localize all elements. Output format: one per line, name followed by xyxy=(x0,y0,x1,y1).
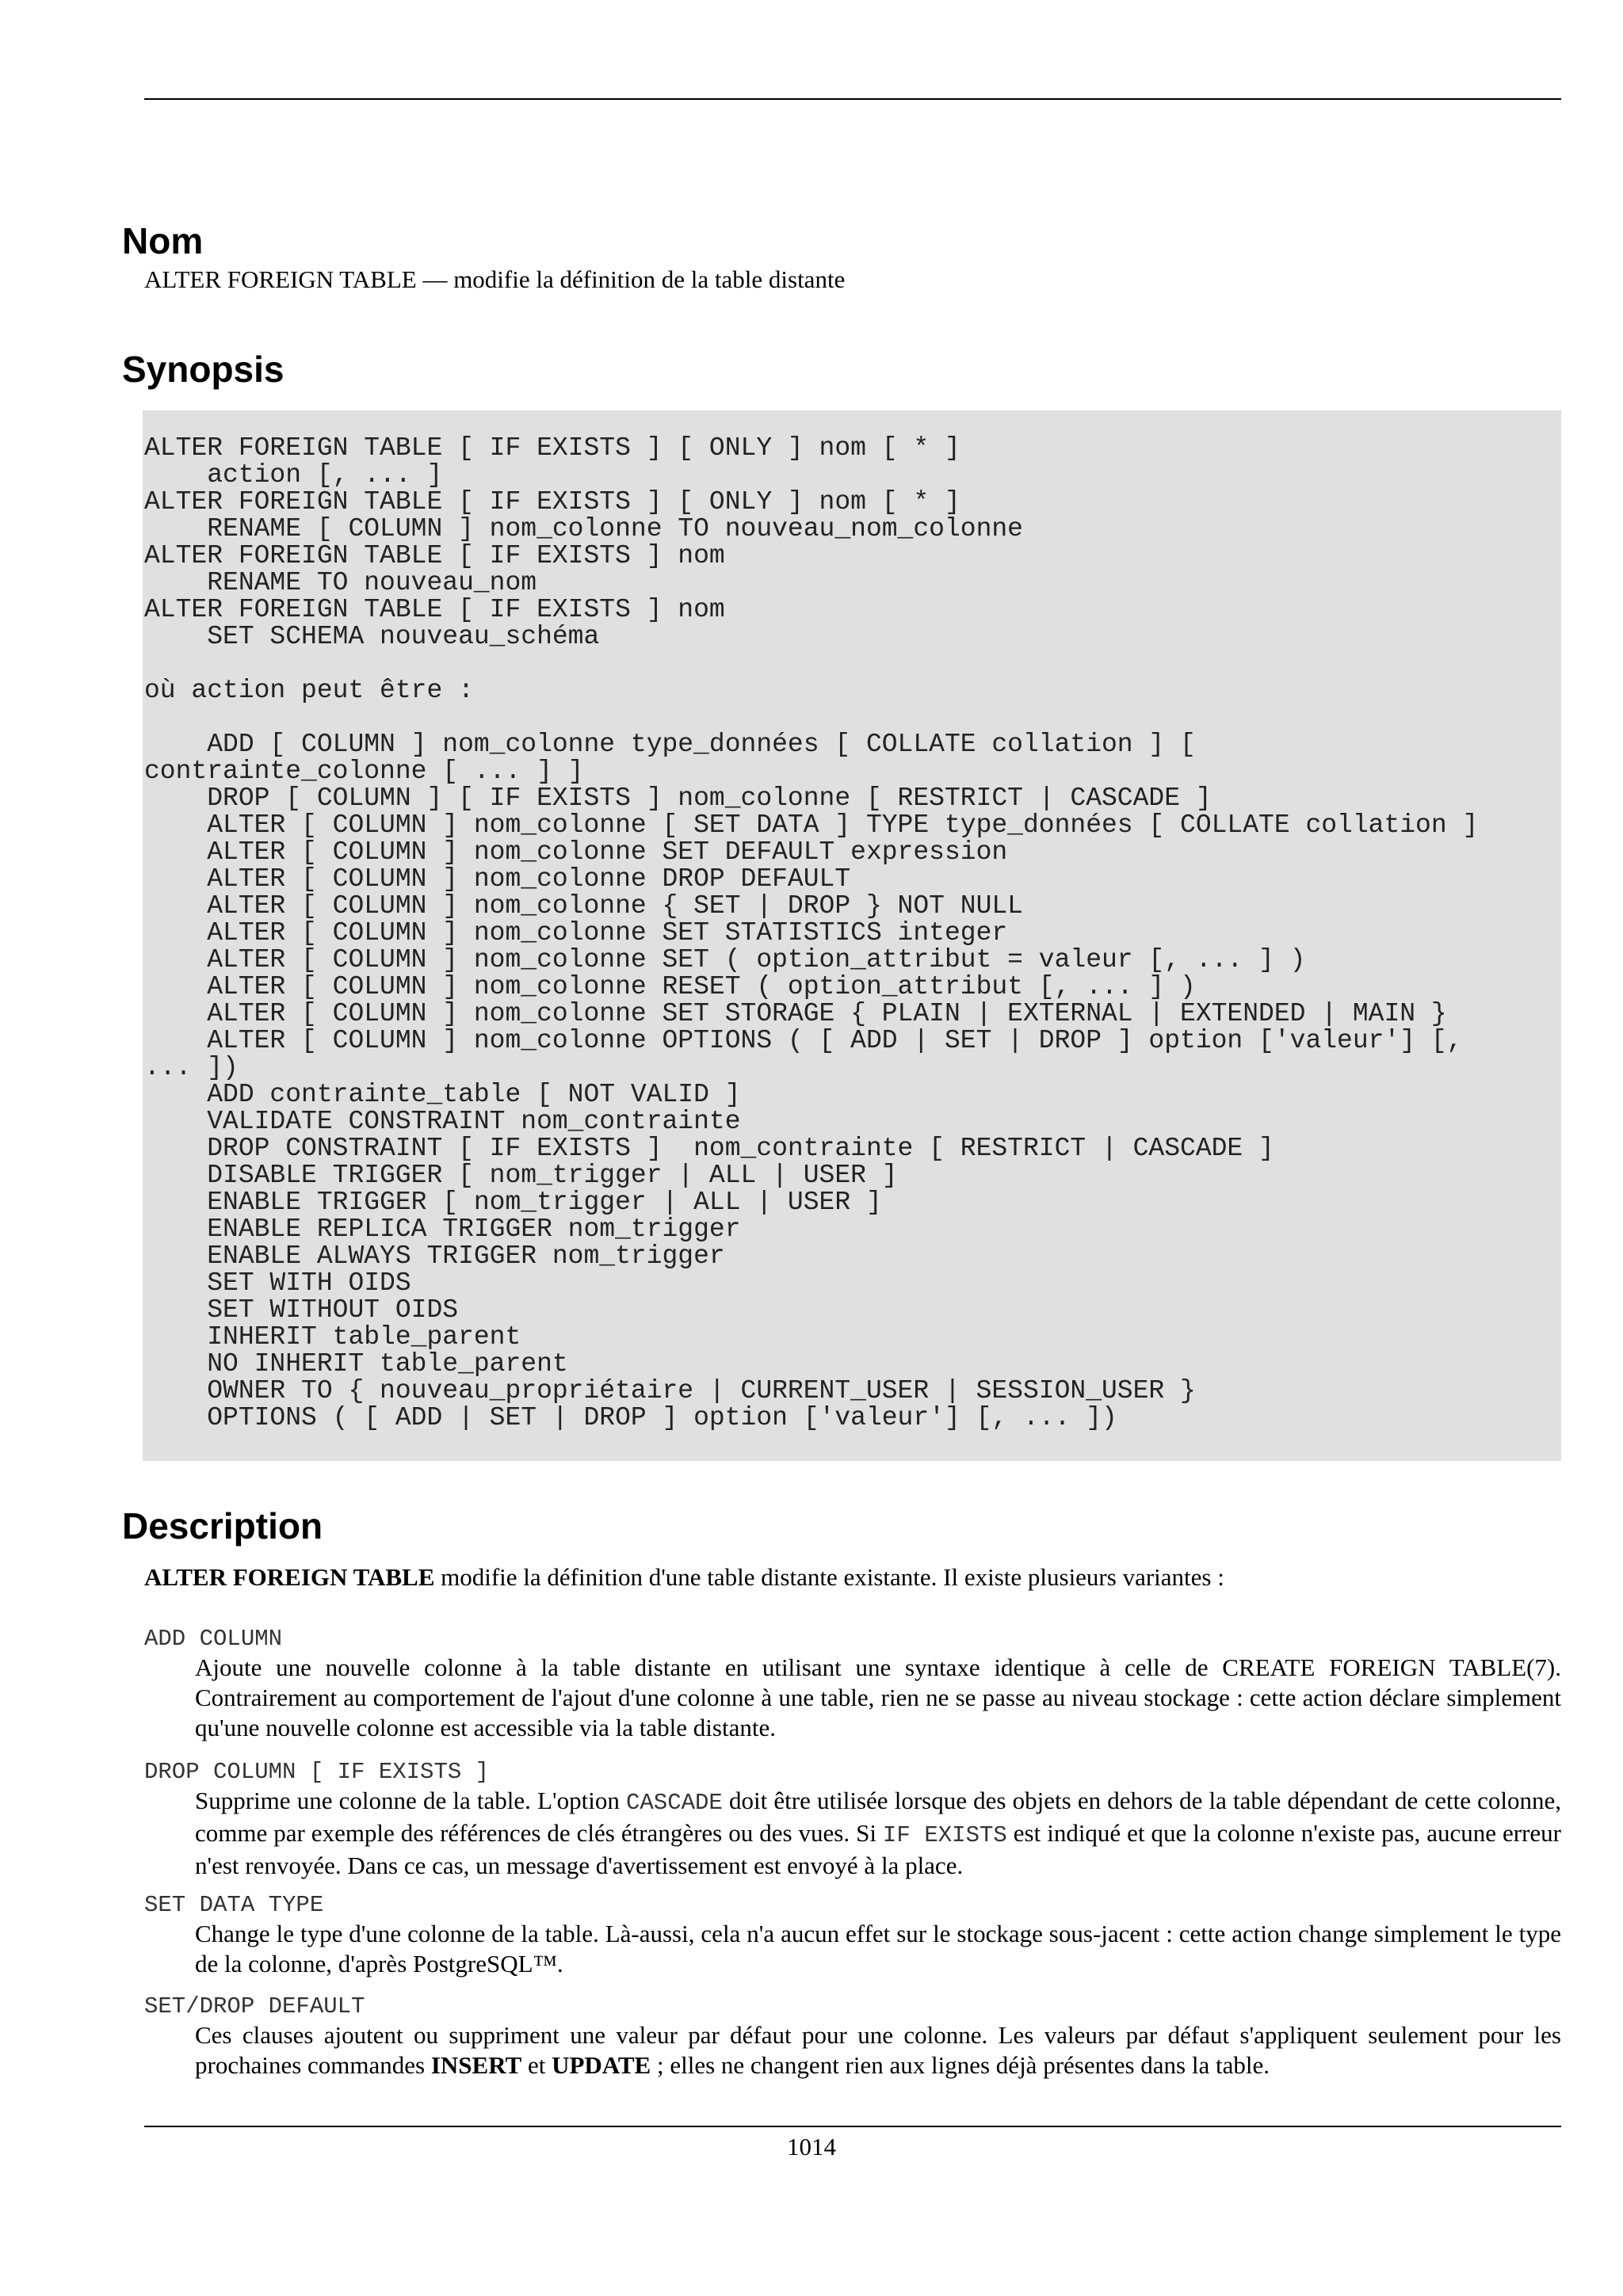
section-heading-synopsis: Synopsis xyxy=(122,349,285,390)
synopsis-line: SET WITH OIDS xyxy=(144,1268,411,1298)
synopsis-line: RENAME [ COLUMN ] nom_colonne TO nouveau_nom_colonne xyxy=(144,514,1023,543)
definition-text: Ces clauses ajoutent ou suppriment une valeur par défaut pour une colonne. Les valeurs par défaut s'appliquent seulement pour les prochaines commandes xyxy=(195,2021,1561,2079)
synopsis-line: RENAME TO nouveau_nom xyxy=(144,568,537,597)
synopsis-line: VALIDATE CONSTRAINT nom_contrainte xyxy=(144,1107,741,1136)
synopsis-line: contrainte_colonne [ ... ] ] xyxy=(144,757,584,786)
synopsis-line: ALTER [ COLUMN ] nom_colonne { SET | DROP } NOT NULL xyxy=(144,891,1023,921)
synopsis-line: ALTER FOREIGN TABLE [ IF EXISTS ] nom xyxy=(144,541,725,570)
definition-set-data-type: Change le type d'une colonne de la table. Là-aussi, cela n'a aucun effet sur le stockage sous-jacent : cette action change simplement le type de la colonne, d'après PostgreSQL™. xyxy=(195,1920,1561,1978)
synopsis-line: INHERIT table_parent xyxy=(144,1322,521,1352)
synopsis-line: ENABLE TRIGGER [ nom_trigger | ALL | USER ] xyxy=(144,1188,882,1217)
synopsis-line: ALTER [ COLUMN ] nom_colonne SET ( option_attribut = valeur [, ... ] ) xyxy=(144,945,1306,974)
synopsis-line: ALTER [ COLUMN ] nom_colonne SET STATISTICS integer xyxy=(144,918,1008,948)
synopsis-line: OWNER TO { nouveau_propriétaire | CURRENT_USER | SESSION_USER } xyxy=(144,1376,1196,1405)
synopsis-line: ADD contrainte_table [ NOT VALID ] xyxy=(144,1080,741,1109)
term-set-data-type: SET DATA TYPE xyxy=(144,1892,324,1918)
definition-text: Supprime une colonne de la table. L'option xyxy=(195,1787,626,1814)
definition-add-column: Ajoute une nouvelle colonne à la table distante en utilisant une syntaxe identique à celle de CREATE FOREIGN TABLE(7). Contrairement au comportement de l'ajout d'une colonne à une table, rien ne se passe au niveau stockage : cette action déclare simplement qu'une nouvelle colonne est accessible via la table distante. xyxy=(195,1653,1561,1741)
synopsis-line: ALTER FOREIGN TABLE [ IF EXISTS ] nom xyxy=(144,595,725,624)
synopsis-line: DROP CONSTRAINT [ IF EXISTS ] nom_contrainte [ RESTRICT | CASCADE ] xyxy=(144,1134,1274,1163)
synopsis-line: NO INHERIT table_parent xyxy=(144,1349,568,1379)
synopsis-code-block xyxy=(143,410,1561,1461)
term-add-column: ADD COLUMN xyxy=(144,1626,283,1652)
inline-code-cascade: CASCADE xyxy=(626,1790,723,1816)
synopsis-line: ... ]) xyxy=(144,1053,239,1082)
synopsis-line: ALTER [ COLUMN ] nom_colonne SET DEFAULT expression xyxy=(144,837,1008,867)
synopsis-line: ALTER [ COLUMN ] nom_colonne SET STORAGE { PLAIN | EXTERNAL | EXTENDED | MAIN } xyxy=(144,999,1447,1028)
header-rule xyxy=(144,98,1561,100)
definition-text: et xyxy=(521,2051,552,2079)
section-heading-description: Description xyxy=(122,1505,323,1547)
definition-text: est indiqué et que la colonne n'existe pas, aucune erreur n'est renvoyée. Dans ce cas, un message d'avertissement est envoyé à la place. xyxy=(195,1819,1561,1879)
synopsis-line: ALTER [ COLUMN ] nom_colonne RESET ( option_attribut [, ... ] ) xyxy=(144,972,1196,1001)
term-drop-column: DROP COLUMN [ IF EXISTS ] xyxy=(144,1759,490,1785)
synopsis-line: DROP [ COLUMN ] [ IF EXISTS ] nom_colonne [ RESTRICT | CASCADE ] xyxy=(144,784,1212,813)
synopsis-line: ADD [ COLUMN ] nom_colonne type_données [ COLLATE collation ] [ xyxy=(144,730,1196,759)
command-insert: INSERT xyxy=(430,2051,522,2079)
synopsis-line: où action peut être : xyxy=(144,676,474,705)
description-intro xyxy=(144,1562,1224,1592)
synopsis-line: ALTER [ COLUMN ] nom_colonne [ SET DATA ] TYPE type_données [ COLLATE collation ] xyxy=(144,810,1479,840)
synopsis-line: DISABLE TRIGGER [ nom_trigger | ALL | USER ] xyxy=(144,1161,898,1190)
page-number: 1014 xyxy=(787,2133,836,2161)
definition-drop-column xyxy=(195,1786,1561,1881)
definition-set-drop-default xyxy=(195,2020,1561,2081)
synopsis-line: SET SCHEMA nouveau_schéma xyxy=(144,622,600,651)
section-heading-nom: Nom xyxy=(122,220,204,261)
synopsis-line: ENABLE REPLICA TRIGGER nom_trigger xyxy=(144,1215,741,1244)
command-name-line: ALTER FOREIGN TABLE — modifie la définition de la table distante xyxy=(144,265,846,293)
definition-text: doit être utilisée lorsque des objets en dehors de la table dépendant de cette colonne, comme par exemple des références de clés étrangères ou des vues. Si xyxy=(195,1787,1562,1847)
command-name-bold: ALTER FOREIGN TABLE xyxy=(144,1563,435,1591)
synopsis-line: OPTIONS ( [ ADD | SET | DROP ] option ['valeur'] [, ... ]) xyxy=(144,1403,1117,1432)
synopsis-line: SET WITHOUT OIDS xyxy=(144,1295,459,1325)
term-set-drop-default: SET/DROP DEFAULT xyxy=(144,1993,365,2019)
synopsis-line: action [, ... ] xyxy=(144,460,443,490)
definition-text: ; elles ne changent rien aux lignes déjà présentes dans la table. xyxy=(651,2051,1270,2079)
synopsis-line: ENABLE ALWAYS TRIGGER nom_trigger xyxy=(144,1241,725,1271)
synopsis-line: ALTER [ COLUMN ] nom_colonne OPTIONS ( [ ADD | SET | DROP ] option ['valeur'] [, xyxy=(144,1026,1463,1055)
footer-rule xyxy=(144,2126,1561,2127)
command-update: UPDATE xyxy=(552,2051,651,2079)
synopsis-line: ALTER [ COLUMN ] nom_colonne DROP DEFAULT xyxy=(144,864,851,894)
synopsis-line: ALTER FOREIGN TABLE [ IF EXISTS ] [ ONLY ] nom [ * ] xyxy=(144,487,960,517)
intro-text: modifie la définition d'une table distante existante. Il existe plusieurs variantes : xyxy=(434,1563,1224,1591)
synopsis-line: ALTER FOREIGN TABLE [ IF EXISTS ] [ ONLY ] nom [ * ] xyxy=(144,433,960,463)
inline-code-if-exists: IF EXISTS xyxy=(882,1822,1007,1848)
